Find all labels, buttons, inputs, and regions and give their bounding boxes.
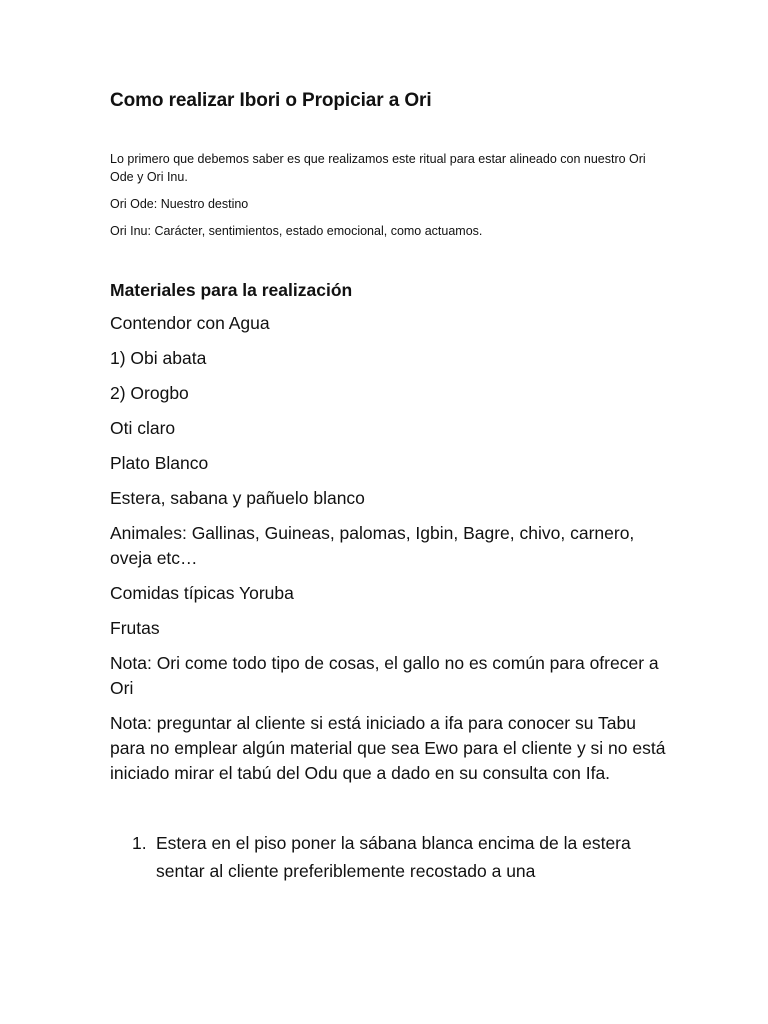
intro-paragraph: Lo primero que debemos saber es que realizamos este ritual para estar alineado con nuestro Ori Ode y Ori Inu. (110, 152, 646, 184)
step-number: 1. (132, 833, 147, 853)
step-item (110, 829, 670, 885)
ori-inu-definition: Ori Inu: Carácter, sentimientos, estado emocional, como actuamos. (110, 224, 483, 238)
materials-list (110, 311, 670, 786)
steps-list (110, 829, 670, 885)
step-text: Estera en el piso poner la sábana blanca encima de la estera sentar al cliente preferiblemente recostado a una (156, 833, 631, 881)
materials-heading: Materiales para la realización (110, 280, 353, 300)
ori-ode-definition: Ori Ode: Nuestro destino (110, 197, 249, 211)
document-content (110, 88, 670, 885)
material-note: Nota: Ori come todo tipo de cosas, el gallo no es común para ofrecer a Ori (110, 653, 659, 698)
document-title: Como realizar Ibori o Propiciar a Ori (110, 90, 432, 111)
material-item: Estera, sabana y pañuelo blanco (110, 488, 365, 508)
material-item: Frutas (110, 618, 160, 638)
material-note: Nota: preguntar al cliente si está iniciado a ifa para conocer su Tabu para no emplear algún material que sea Ewo para el cliente y si no está iniciado mirar el tabú del Odu que a dado en su consulta con Ifa. (110, 713, 666, 783)
material-item: Plato Blanco (110, 453, 209, 473)
material-item: Animales: Gallinas, Guineas, palomas, Igbin, Bagre, chivo, carnero, oveja etc… (110, 523, 635, 568)
material-item: 2) Orogbo (110, 383, 189, 403)
material-item: Oti claro (110, 418, 176, 438)
material-item: 1) Obi abata (110, 348, 207, 368)
material-item: Comidas típicas Yoruba (110, 583, 294, 603)
material-item: Contendor con Agua (110, 313, 270, 333)
